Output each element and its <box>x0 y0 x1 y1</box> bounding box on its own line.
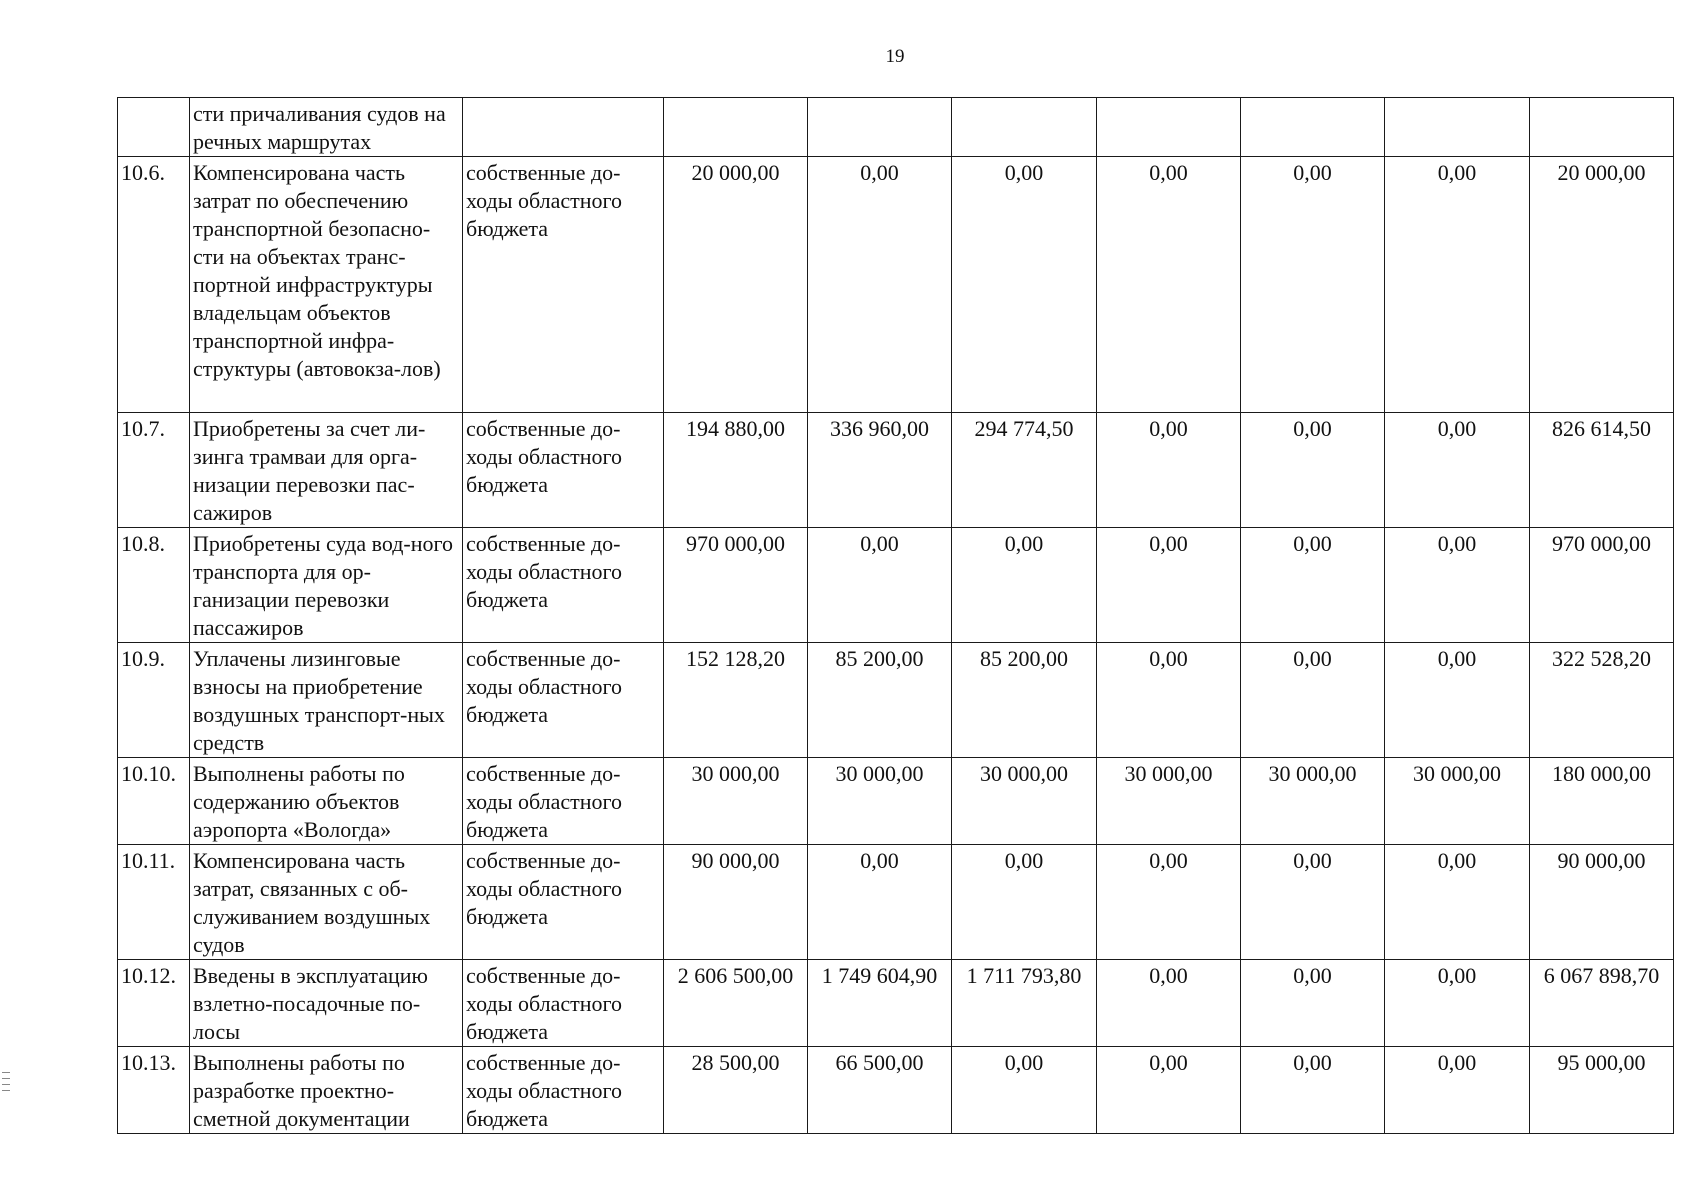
measure-name: Компенсирована часть затрат по обеспечению транспортной безопасно-сти на объектах транс-портной инфраструктуры владельцам объектов транспортной инфра-структуры (автовокза-лов) <box>190 157 463 413</box>
year-value: 0,00 <box>1241 528 1385 643</box>
year-value: 90 000,00 <box>664 845 808 960</box>
total-value: 826 614,50 <box>1530 413 1674 528</box>
year-value <box>1241 98 1385 157</box>
year-value: 0,00 <box>952 157 1097 413</box>
funding-source: собственные до-ходы областного бюджета <box>463 157 664 413</box>
table-row <box>118 960 1674 1047</box>
year-value: 0,00 <box>1385 528 1530 643</box>
year-value: 30 000,00 <box>952 758 1097 845</box>
year-value: 0,00 <box>1097 528 1241 643</box>
funding-source: собственные до-ходы областного бюджета <box>463 643 664 758</box>
year-value: 30 000,00 <box>1241 758 1385 845</box>
row-number: 10.8. <box>118 528 190 643</box>
year-value: 0,00 <box>952 1047 1097 1134</box>
table-row <box>118 413 1674 528</box>
year-value: 294 774,50 <box>952 413 1097 528</box>
measure-name: Приобретены суда вод-ного транспорта для ор-ганизации перевозки пассажиров <box>190 528 463 643</box>
funding-source <box>463 98 664 157</box>
year-value: 152 128,20 <box>664 643 808 758</box>
total-value <box>1530 98 1674 157</box>
year-value: 0,00 <box>808 528 952 643</box>
table-row <box>118 758 1674 845</box>
measure-name: Компенсирована часть затрат, связанных с об-служиванием воздушных судов <box>190 845 463 960</box>
row-number: 10.12. <box>118 960 190 1047</box>
year-value <box>1385 98 1530 157</box>
year-value: 0,00 <box>1385 643 1530 758</box>
total-value: 6 067 898,70 <box>1530 960 1674 1047</box>
row-number <box>118 98 190 157</box>
measure-name: Выполнены работы по содержанию объектов аэропорта «Вологда» <box>190 758 463 845</box>
year-value: 0,00 <box>1097 413 1241 528</box>
page-number: 19 <box>885 46 905 67</box>
total-value: 322 528,20 <box>1530 643 1674 758</box>
year-value: 0,00 <box>1241 1047 1385 1134</box>
year-value: 1 711 793,80 <box>952 960 1097 1047</box>
year-value: 85 200,00 <box>808 643 952 758</box>
table-row <box>118 643 1674 758</box>
year-value: 0,00 <box>1097 960 1241 1047</box>
row-number: 10.10. <box>118 758 190 845</box>
year-value: 0,00 <box>1097 157 1241 413</box>
year-value: 85 200,00 <box>952 643 1097 758</box>
year-value: 970 000,00 <box>664 528 808 643</box>
budget-table <box>117 97 1674 1134</box>
measure-name: сти причаливания судов на речных маршрутах <box>190 98 463 157</box>
year-value: 0,00 <box>1385 1047 1530 1134</box>
year-value: 0,00 <box>1097 643 1241 758</box>
year-value: 1 749 604,90 <box>808 960 952 1047</box>
year-value <box>664 98 808 157</box>
table-row <box>118 528 1674 643</box>
year-value: 0,00 <box>808 157 952 413</box>
total-value: 90 000,00 <box>1530 845 1674 960</box>
row-number: 10.9. <box>118 643 190 758</box>
year-value: 0,00 <box>952 528 1097 643</box>
year-value: 0,00 <box>1385 413 1530 528</box>
row-number: 10.6. <box>118 157 190 413</box>
year-value: 66 500,00 <box>808 1047 952 1134</box>
year-value: 0,00 <box>1385 157 1530 413</box>
year-value: 336 960,00 <box>808 413 952 528</box>
funding-source: собственные до-ходы областного бюджета <box>463 960 664 1047</box>
table-row <box>118 157 1674 413</box>
total-value: 970 000,00 <box>1530 528 1674 643</box>
funding-source: собственные до-ходы областного бюджета <box>463 1047 664 1134</box>
year-value: 0,00 <box>1241 845 1385 960</box>
year-value: 30 000,00 <box>1097 758 1241 845</box>
measure-name: Введены в эксплуатацию взлетно-посадочные по-лосы <box>190 960 463 1047</box>
row-number: 10.13. <box>118 1047 190 1134</box>
measure-name: Выполнены работы по разработке проектно-сметной документации <box>190 1047 463 1134</box>
year-value: 0,00 <box>808 845 952 960</box>
year-value: 20 000,00 <box>664 157 808 413</box>
funding-source: собственные до-ходы областного бюджета <box>463 758 664 845</box>
table-row <box>118 845 1674 960</box>
measure-name: Уплачены лизинговые взносы на приобретение воздушных транспорт-ных средств <box>190 643 463 758</box>
table-row <box>118 1047 1674 1134</box>
year-value: 30 000,00 <box>664 758 808 845</box>
year-value: 30 000,00 <box>808 758 952 845</box>
year-value: 28 500,00 <box>664 1047 808 1134</box>
measure-name: Приобретены за счет ли-зинга трамваи для орга-низации перевозки пас-сажиров <box>190 413 463 528</box>
year-value: 0,00 <box>1241 157 1385 413</box>
year-value: 30 000,00 <box>1385 758 1530 845</box>
year-value: 0,00 <box>1241 413 1385 528</box>
year-value: 0,00 <box>1385 960 1530 1047</box>
year-value: 0,00 <box>1385 845 1530 960</box>
table-row <box>118 98 1674 157</box>
year-value <box>952 98 1097 157</box>
funding-source: собственные до-ходы областного бюджета <box>463 413 664 528</box>
year-value: 0,00 <box>952 845 1097 960</box>
year-value <box>1097 98 1241 157</box>
table-body <box>118 98 1674 1134</box>
funding-source: собственные до-ходы областного бюджета <box>463 845 664 960</box>
year-value: 0,00 <box>1241 643 1385 758</box>
year-value: 2 606 500,00 <box>664 960 808 1047</box>
total-value: 180 000,00 <box>1530 758 1674 845</box>
year-value: 194 880,00 <box>664 413 808 528</box>
year-value <box>808 98 952 157</box>
year-value: 0,00 <box>1241 960 1385 1047</box>
scan-edge-marks <box>2 1072 10 1096</box>
row-number: 10.11. <box>118 845 190 960</box>
total-value: 20 000,00 <box>1530 157 1674 413</box>
year-value: 0,00 <box>1097 1047 1241 1134</box>
year-value: 0,00 <box>1097 845 1241 960</box>
funding-source: собственные до-ходы областного бюджета <box>463 528 664 643</box>
total-value: 95 000,00 <box>1530 1047 1674 1134</box>
row-number: 10.7. <box>118 413 190 528</box>
